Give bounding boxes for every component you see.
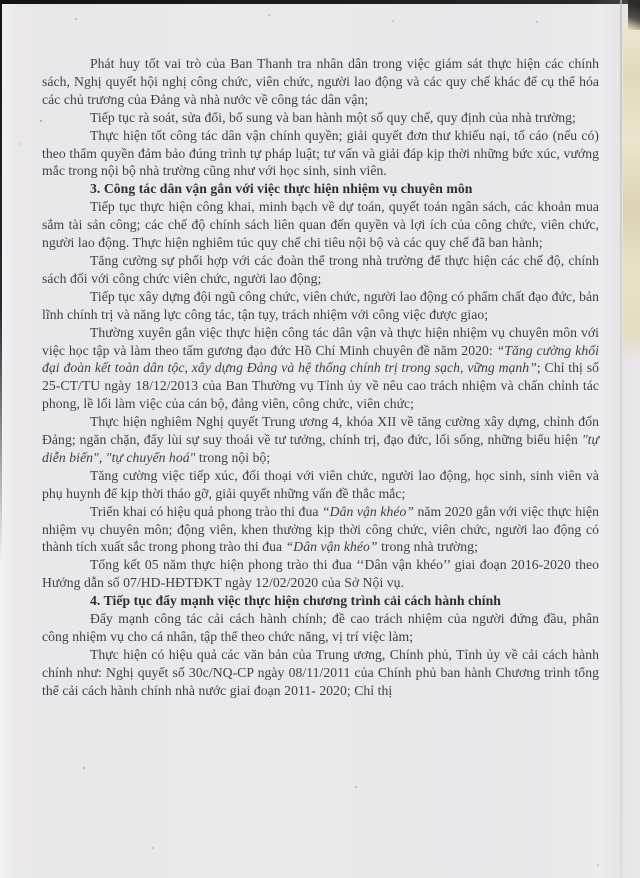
text-segment: Triển khai có hiệu quả phong trào thi đua: [90, 503, 322, 519]
paragraph: [42, 556, 599, 592]
text-segment: Thực hiện nghiêm Nghị quyết Trung ương 4, khóa XII về tăng cường xây dựng, chỉnh đốn Đảng; ngăn chặn, đẩy lùi sự suy thoái về tư tưởng, chính trị, đạo đức, lối sống, những biểu hiện: [42, 414, 599, 448]
text-segment: trong nội bộ;: [195, 449, 271, 465]
text-segment: Thực hiện có hiệu quả các văn bản của Trung ương, Chính phủ, Tỉnh ủy về cải cách hành chính như: Nghị quyết số 30c/NQ-CP ngày 08/11/2011 của Chính phủ ban hành Chương trình tổng thể cải cách hành chính nhà nước giai đoạn 2011- 2020; Chỉ thị: [42, 646, 599, 698]
text-segment: Tiếp tục thực hiện công khai, minh bạch về dự toán, quyết toán ngân sách, các khoản mua sắm tài sản công; các chế độ chính sách liên quan đến quyền và lợi ích của công chức, viên chức, người lao động. Thực hiện nghiêm túc quy chế chi tiêu nội bộ và các quy chế đã ban hành;: [42, 199, 599, 251]
document-body: [42, 55, 599, 700]
text-segment: năm 2020 gắn với việc thực hiện nhiệm vụ chuyên môn; động viên, khen thưởng kịp thời công chức, viên chức, người lao động có thành tích xuất sắc trong phong trào thi đua: [42, 503, 599, 555]
text-segment: ,: [98, 449, 106, 465]
paragraph: [42, 467, 599, 503]
paragraph: [42, 55, 599, 109]
text-segment: Tiếp tục xây dựng đội ngũ công chức, viên chức, người lao động có phẩm chất đạo đức, bản lĩnh chính trị và năng lực công tác, tận tụy, trách nhiệm với công việc được giao;: [42, 288, 599, 322]
text-segment: Phát huy tốt vai trò của Ban Thanh tra nhân dân trong việc giám sát thực hiện các chính sách, Nghị quyết hội nghị công chức, viên chức, người lao động và các quy chế khác để cụ thể hóa các chủ trương của Đảng và nhà nước về công tác dân vận;: [42, 56, 599, 107]
text-segment: Thường xuyên gắn việc thực hiện công tác dân vận và thực hiện nhiệm vụ chuyên môn với việc học tập và làm theo tấm gương đạo đức Hồ Chí Minh chuyên đề năm 2020:: [42, 324, 599, 358]
text-segment: Thực hiện tốt công tác dân vận chính quyền; giải quyết đơn thư khiếu nại, tố cáo (nếu có) theo thẩm quyền đảm bảo đúng trình tự pháp luật; tư vấn và giải đáp kịp thời những bức xúc, vướng mắc trong nội bộ nhà trường cũng như với học sinh, sinh viên.: [42, 127, 599, 179]
paragraph: [42, 646, 599, 700]
text-segment: trong nhà trường;: [377, 539, 478, 555]
paragraph: [42, 198, 599, 252]
text-segment: Tăng cường việc tiếp xúc, đối thoại với viên chức, người lao động, học sinh, sinh viên và phụ huynh để kịp thời tháo gỡ, giải quyết những vấn đề thắc mắc;: [42, 467, 599, 501]
scan-edge-left-artifact: [0, 0, 2, 560]
paragraph: [42, 610, 599, 646]
paragraph: [42, 324, 599, 414]
section-heading: [42, 592, 599, 610]
text-segment: Tiếp tục rà soát, sửa đổi, bổ sung và ban hành một số quy chế, quy định của nhà trường;: [90, 109, 576, 125]
paragraph: [42, 413, 599, 467]
paragraph: [42, 109, 599, 127]
text-segment: “Dân vận khéo”: [321, 503, 415, 519]
paragraph: [42, 288, 599, 324]
tape-artifact: [623, 22, 640, 360]
text-segment: "tự chuyển hoá": [105, 449, 196, 465]
text-segment: Đẩy mạnh công tác cải cách hành chính; đề cao trách nhiệm của người đứng đầu, phân công nhiệm vụ cho cá nhân, tập thể theo chức năng, vị trí việc làm;: [42, 611, 599, 644]
text-segment: ; Chỉ thị số 25-CT/TU ngày 18/12/2013 của Ban Thường vụ Tỉnh ủy về nêu cao trách nhiệm và chấn chỉnh tác phong, lề lối làm việc của cán bộ, đảng viên, công chức, viên chức;: [42, 360, 599, 412]
text-segment: Tổng kết 05 năm thực hiện phong trào thi đua ‘‘Dân vận khéo’’ giai đoạn 2016-2020 theo Hướng dẫn số 07/HD-HĐTĐKT ngày 12/02/2020 của Sở Nội vụ.: [42, 557, 599, 591]
paper-edge-line-artifact: [620, 0, 622, 878]
scan-specks-artifact: [0, 0, 2, 2]
text-segment: "tự diễn biến": [42, 432, 599, 465]
text-segment: 3. Công tác dân vận gắn với việc thực hiện nhiệm vụ chuyên môn: [90, 181, 473, 197]
text-segment: Tăng cường sự phối hợp với các đoàn thể trong nhà trường để thực hiện các chế độ, chính sách đối với công chức viên chức, người lao động;: [42, 252, 599, 286]
text-segment: 4. Tiếp tục đẩy mạnh việc thực hiện chương trình cải cách hành chính: [90, 593, 501, 609]
text-segment: “Dân vận khéo”: [285, 539, 378, 555]
scan-corner-top-right-artifact: [628, 0, 640, 30]
paragraph: [42, 127, 599, 181]
text-segment: “Tăng cường khối đại đoàn kết toàn dân tộc, xây dựng Đảng và hệ thống chính trị trong sạch, vững mạnh”: [42, 342, 599, 376]
scan-edge-top-artifact: [0, 0, 640, 4]
paragraph: [42, 503, 599, 557]
paragraph: [42, 252, 599, 288]
section-heading: [42, 180, 599, 198]
